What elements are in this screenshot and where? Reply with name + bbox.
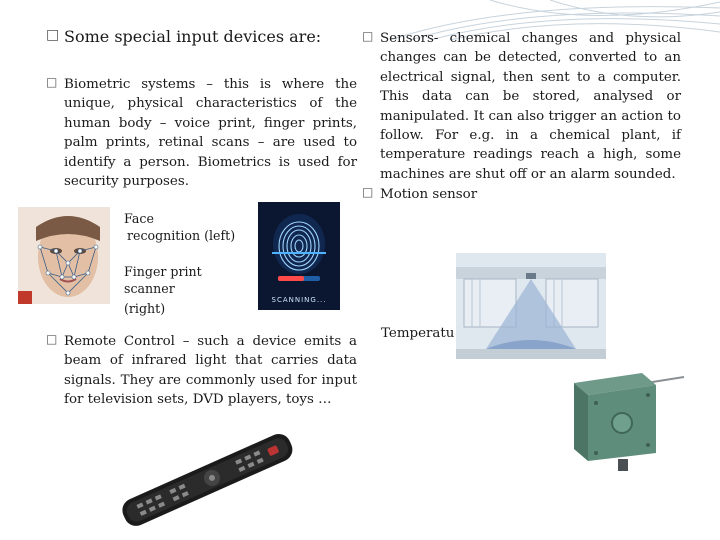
heading-block [46,27,346,47]
bullet-box-icon: □ [362,29,374,43]
biometric-text: Biometric systems – this is where the unique, physical characteristics of the human body – voice print, finger prints, palm prints, retinal scans – are used to identify a person. Biometrics is used for security purposes. [64,77,357,190]
bullet-box-icon: □ [46,332,58,346]
biometric-block [46,75,357,191]
temperature-sensor-image [560,363,684,477]
finger-caption [124,263,254,317]
bullet-box-icon: □ [46,75,58,89]
motion-sensor-label: Motion sensor [380,187,478,203]
motion-sensor-image [456,253,606,359]
finger-caption-line-2: (right) [124,301,166,316]
remote-text: Remote Control – such a device emits a beam of infrared light that carries data signals. They are commonly used for input for television sets, DVD players, toys … [64,334,357,408]
remote-block [46,332,357,410]
bullet-box-icon: □ [46,27,60,43]
remote-control-image [112,430,302,528]
temperature-label: Temperatu [381,326,455,341]
sensors-block [362,29,681,205]
bullet-box-icon: □ [362,185,374,200]
face-caption [124,210,254,244]
heading-text: Some special input devices are: [64,27,322,46]
face-caption-line-2: recognition (left) [127,228,236,243]
face-recognition-image [18,207,110,304]
fingerprint-scanner-image [258,202,340,310]
sensors-text: Sensors- chemical changes and physical changes can be detected, converted to an electrical signal, then sent to a computer. This data can be stored, analysed or manipulated. It can also trigger an action to follow. For e.g. in a chemical plant, if temperature readings reach a high, some machines are shut off or an alarm sounded. [380,31,681,182]
scanner-screen-text: SCANNING... [271,296,327,304]
finger-caption-line-1: Finger print scanner [124,264,202,296]
face-caption-line-1: Face [124,211,154,226]
